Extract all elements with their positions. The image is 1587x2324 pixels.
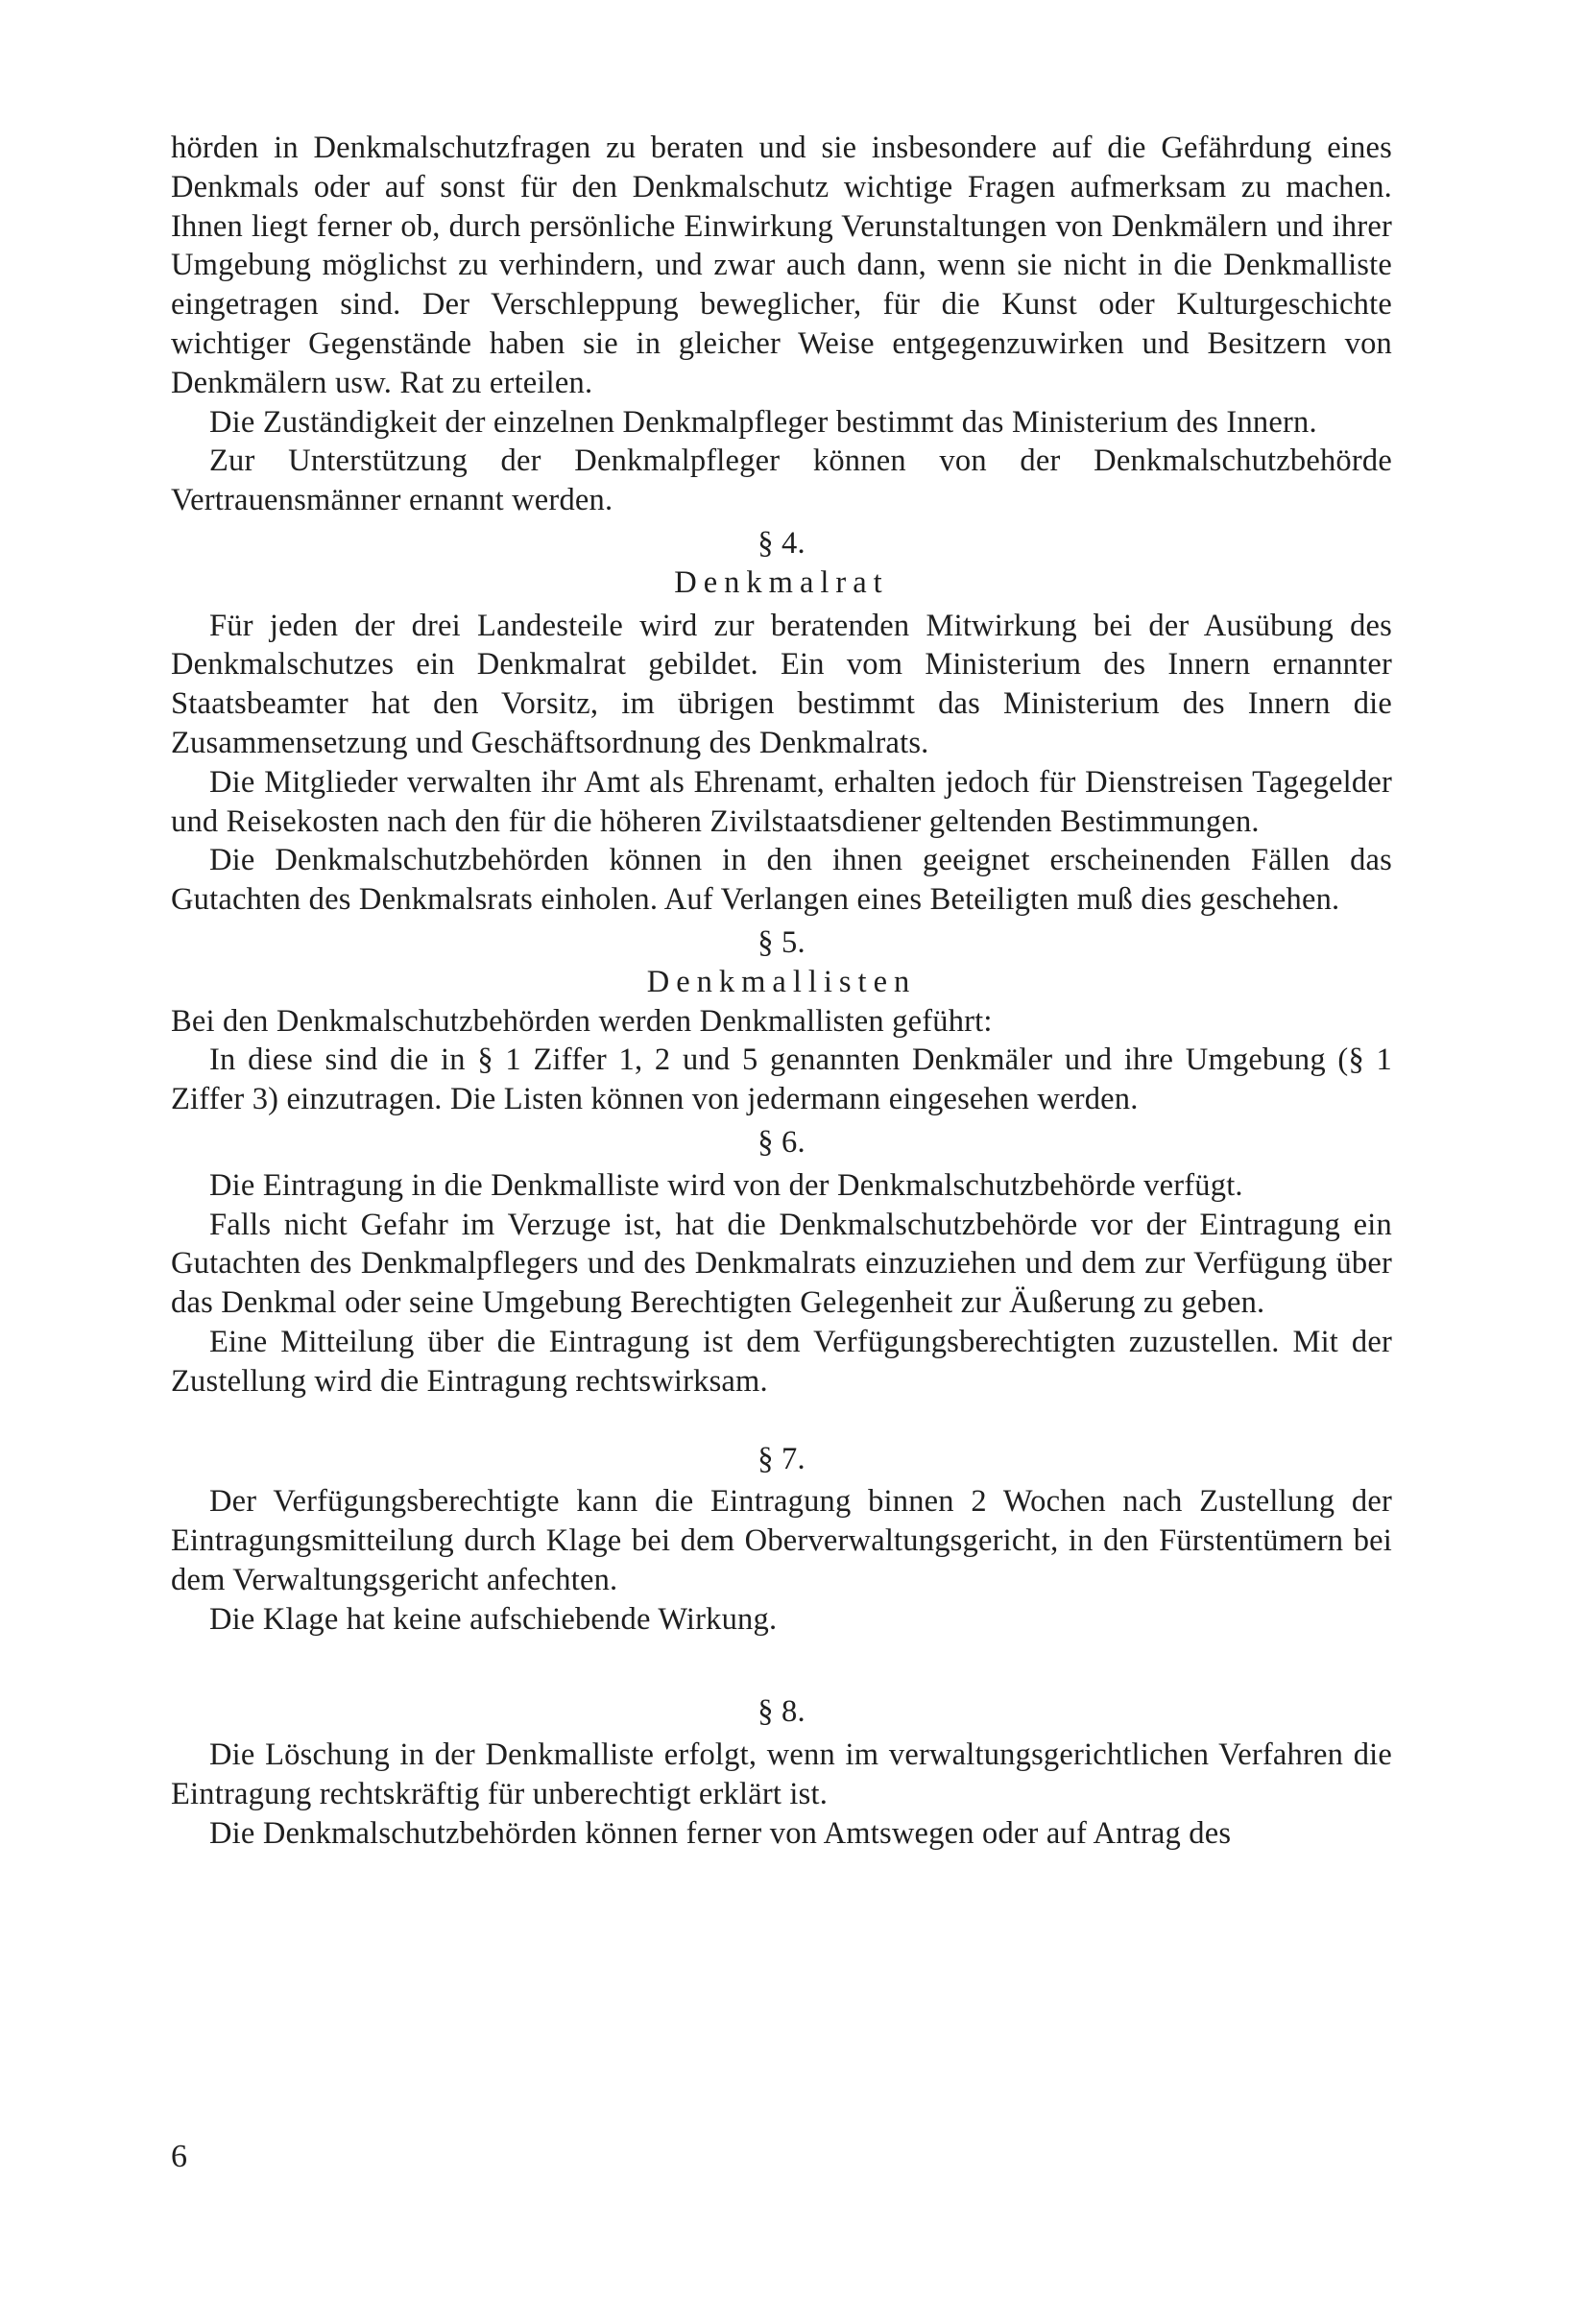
paragraph-deletion: Die Löschung in der Denkmalliste erfolgt, wenn im verwaltungsgerichtlichen Verfahren die Eintragung rechtskräftig für unberechtigt erklärt ist. xyxy=(171,1737,1392,1812)
section-6-number: § 6. xyxy=(757,1124,806,1160)
paragraph-jurisdiction: Die Zuständigkeit der einzelnen Denkmalpfleger bestimmt das Ministerium des Innern. xyxy=(209,404,1317,440)
section-7-number: § 7. xyxy=(757,1441,806,1476)
section-8-number: § 8. xyxy=(757,1694,806,1730)
paragraph-council-formation: Für jeden der drei Landesteile wird zur beratenden Mitwirkung bei der Ausübung des Denkmalschutzes ein Denkmalrat gebildet. Ein vom Ministerium des Innern ernannter Staatsbeamter hat den Vorsitz, im übrigen bestimmt das Ministerium des Innern die Zusammensetzung und Geschäftsordnung des Denkmalrats. xyxy=(171,608,1392,760)
section-5-number: § 5. xyxy=(757,924,806,960)
paragraph-registration-procedure: Falls nicht Gefahr im Verzuge ist, hat die Denkmalschutzbehörde vor der Eintragung ein Gutachten des Denkmalpflegers und des Denkmalrats einzuziehen und dem zur Verfügung über das Denkmal oder seine Umgebung Berechtigten Gelegenheit zur Äußerung zu geben. xyxy=(171,1207,1392,1321)
paragraph-council-members: Die Mitglieder verwalten ihr Amt als Ehrenamt, erhalten jedoch für Dienstreisen Tagegelder und Reisekosten nach den für die höheren Zivilstaatsdiener geltenden Bestimmungen. xyxy=(171,764,1392,839)
paragraph-council-opinion: Die Denkmalschutzbehörden können in den ihnen geeignet erscheinenden Fällen das Gutachten des Denkmalsrats einholen. Auf Verlangen eines Beteiligten muß dies geschehen. xyxy=(171,843,1392,918)
page-number: 6 xyxy=(171,2139,187,2174)
paragraph-no-suspension: Die Klage hat keine aufschiebende Wirkung. xyxy=(209,1601,778,1637)
body-text xyxy=(171,129,1392,1854)
paragraph-lists-content: In diese sind die in § 1 Ziffer 1, 2 und 5 genannten Denkmäler und ihre Umgebung (§ 1 Ziffer 3) einzutragen. Die Listen können von jedermann eingesehen werden. xyxy=(171,1042,1392,1117)
paragraph-lists-kept: Bei den Denkmalschutzbehörden werden Denkmallisten geführt: xyxy=(171,1003,993,1039)
section-5-heading: Denkmallisten xyxy=(646,964,917,999)
paragraph-registration-ordered: Die Eintragung in die Denkmalliste wird von der Denkmalschutzbehörde verfügt. xyxy=(209,1167,1243,1203)
paragraph-deletion-ex-officio: Die Denkmalschutzbehörden können ferner von Amtswegen oder auf Antrag des xyxy=(209,1815,1232,1851)
section-4-number: § 4. xyxy=(757,525,806,561)
paragraph-advisors-duties: hörden in Denkmalschutzfragen zu beraten und sie insbesondere auf die Gefährdung eines Denkmals oder auf sonst für den Denkmalschutz wichtige Fragen aufmerksam zu machen. Ihnen liegt ferner ob, durch persönliche Einwirkung Verunstaltungen von Denkmälern und ihrer Umgebung möglichst zu verhindern, und zwar auch dann, wenn sie nicht in die Denkmalliste eingetragen sind. Der Verschleppung beweglicher, für die Kunst oder Kulturgeschichte wichtiger Gegenstände haben sie in gleicher Weise entgegenzuwirken und Besitzern von Denkmälern usw. Rat zu erteilen. xyxy=(171,131,1392,400)
section-4-heading: Denkmalrat xyxy=(674,564,889,600)
paragraph-trustees: Zur Unterstützung der Denkmalpfleger können von der Denkmalschutzbehörde Vertrauensmänner ernannt werden. xyxy=(171,443,1392,518)
paragraph-appeal: Der Verfügungsberechtigte kann die Eintragung binnen 2 Wochen nach Zustellung der Eintragungsmitteilung durch Klage bei dem Oberverwaltungsgericht, in den Fürstentümern bei dem Verwaltungsgericht anfechten. xyxy=(171,1484,1392,1597)
paragraph-registration-notice: Eine Mitteilung über die Eintragung ist dem Verfügungsberechtigten zuzustellen. Mit der Zustellung wird die Eintragung rechtswirksam. xyxy=(171,1324,1392,1399)
